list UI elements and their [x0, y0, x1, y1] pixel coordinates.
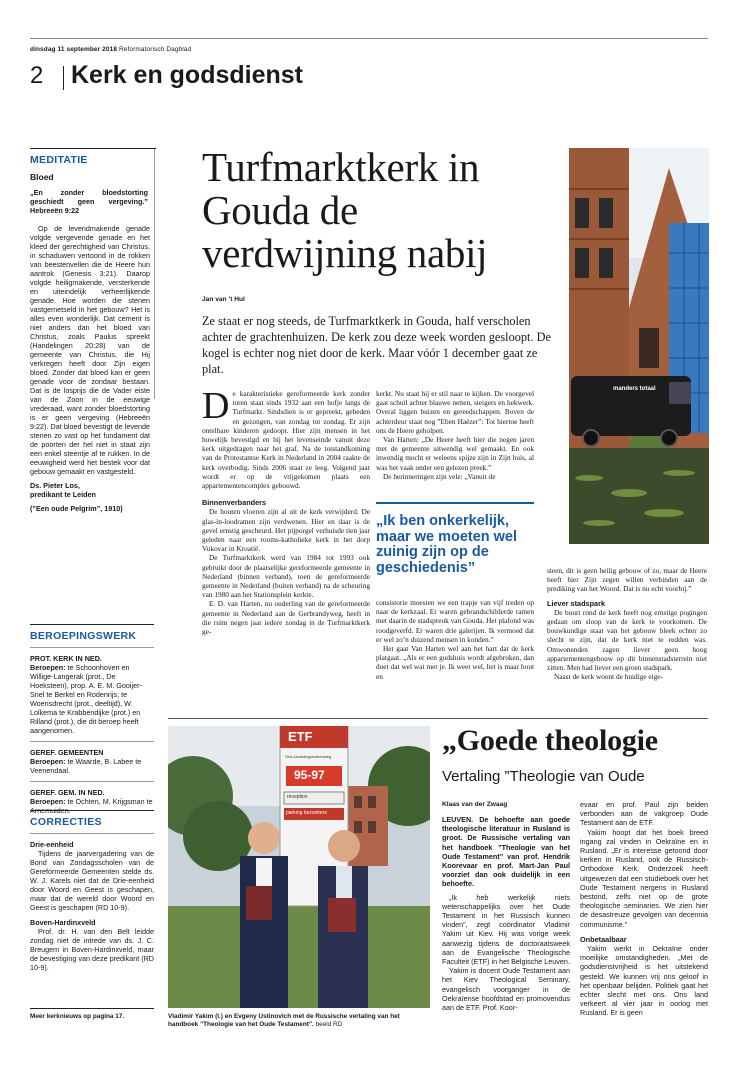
beroep-detail: te Waarde, B. Labee te Veenendaal.	[30, 757, 142, 775]
divider	[30, 833, 154, 834]
church-photo	[569, 148, 709, 544]
etf-logo: ETF	[288, 729, 313, 744]
paragraph: Yakim hoopt dat het boek breed ingang zal vinden in Oekraïne en in Rusland. „Er is interesse getoond door kerken in Rusland, ook de Russisch-Orthodoxe Kerk. Onderzoek heeft uitgewezen dat een studieboek over het Oude Testament nergens in Rusland bestond, zelfs niet op de grote theologische seminaries. We zien hier de desastreuze gevolgen van decennia communisme.”	[580, 827, 708, 929]
paragraph: „Ik heb werkelijk niets wetenschappelijks over het Oude Testament in het Russisch kunnen vinden”, zegt coördinator Vladimir Yakim uit Kiev. Hij was vorige week aanwezig tijdens de doctoraatsweek aan de Evangelische Theologische Faculteit (ETF) in het Belgische Leuven.	[442, 892, 570, 967]
beroep-church: PROT. KERK IN NED.	[30, 654, 102, 663]
paragraph: evaar en prof. Paul zijn beiden verbonden aan de vakgroep Oude Testament aan de ETF.	[580, 800, 708, 828]
correcties-heading: CORRECTIES	[30, 816, 102, 828]
meditatie-quote	[30, 188, 148, 215]
intro-paragraph: LEUVEN. De behoefte aan goede theologische literatuur in Rusland is groot. De Russische vertaling van het handboek ”Theologie van het Oude Testament” van prof. Hendrik Koorevaar en prof. Mart-Jan Paul voorziet dan ook duidelijk in een behoefte.	[442, 815, 570, 889]
paragraph: steen, dit is geen heilig gebouw of zo, maar de Heere heeft hier Zijn zegen willen verbinden aan de prediking van het Woord. Dat is nu echt voorbij.”	[547, 566, 707, 594]
author-place: predikant te Leiden	[30, 490, 96, 499]
van-logo-text: manders totaal	[613, 386, 656, 392]
paragraph: consistorie moesten we een trapje van vijf treden op naar de kerkzaal. Er waren gebrandschilderde ramen met daarin de stadspreuk van Gouda. Het plafond was roodgeverfd. Er waren drie galerijen. Ik vermoed dat er wel zo’n duizend mensen in konden.”	[376, 598, 534, 644]
beroep-block	[30, 748, 154, 782]
article1-col1	[202, 385, 370, 637]
caption-text: Vladimir Yakim (l.) en Evgeny Ustinovich met de Russische vertaling van het handboek ”Theologie van het Oude Testament”.	[168, 1013, 400, 1029]
paragraph: Het gaat Van Harten wel aan het hart dat de kerk platgaat. „Als er een godshuis wordt afgebroken, dan doet dat wel wat met je. Ik weet wel, het is maar hout en	[376, 644, 534, 681]
article-separator	[168, 718, 708, 719]
beroepingswerk-heading: BEROEPINGSWERK	[30, 630, 137, 642]
article2-headline: „Goede theologie	[442, 724, 658, 757]
correcties-list	[30, 840, 154, 972]
beroepingswerk	[30, 624, 154, 815]
etf-caption	[168, 1013, 430, 1030]
sign-reception: reception	[287, 794, 308, 800]
beroepingswerk-list	[30, 654, 154, 815]
beroep-church: GEREF. GEMEENTEN	[30, 748, 104, 757]
subheading: Onbetaalbaar	[580, 934, 627, 944]
article1-lead: Ze staat er nog steeds, de Turfmarktkerk in Gouda, half verscholen achter de grachtenhuizen. De kerk zou deze week worden gesloopt. De kogel is echter nog niet door de kerk. Maar vóór 1 december gaat ze plat.	[202, 314, 551, 376]
article1-col2	[376, 389, 534, 481]
correctie-text: Prof. dr. H. van den Belt leidde zondag niet de intrede van ds. J. C. Breugem in Boven-Hardinxveld, maar de bevestiging van deze predikant (RD 10-9).	[30, 927, 154, 972]
correctie-title: Boven-Hardinxveld	[30, 918, 96, 927]
beroep-label: Beroepen:	[30, 663, 66, 672]
divider	[30, 741, 154, 742]
beroep-detail: te Ochten, M. Krijgsman te Arnemuiden.	[30, 797, 153, 815]
sidebar-footer-rule	[30, 1008, 154, 1009]
caption-credit: beeld RD	[315, 1021, 343, 1029]
paragraph: e karakteristieke gereformeerde kerk zonder toren staat sinds 1932 aan een hofje langs de Turfmarkt. Sindsdien is er gepreekt, gebeden en gezongen, van zondag tot zondag. Er zijn ontelbare kinderen gedoopt. Hier zijn mensen in het huwelijk bevestigd en bij het levenseinde vanuit deze kerk uitgedragen naar het graf. Na de totstandkoming van de Protestantse Kerk in Nederland in 2004 raakte de kerk overbodig. Sinds 2006 staat ze leeg. Volgend jaar wordt er op de vrijgekomen plaats een appartementencomplex gebouwd.	[202, 389, 370, 491]
paragraph: kerkt. Nu staat hij er stil naar te kijken. De voorgevel gaat schuil achter blauwe netten, steigers en hekwerk. Overal liggen buizen en gereedschappen. Boven de achterdeur staat nog ”Eben Haëzer”: Tot hiertoe heeft ons de Heere geholpen.	[376, 389, 534, 435]
pullquote: „Ik ben onkerkelijk, maar we moeten wel zuinig zijn op de geschiedenis”	[376, 513, 518, 576]
paper-name: Reformatorisch Dagblad	[118, 46, 192, 53]
beroep-church: GEREF. GEM. IN NED.	[30, 788, 105, 797]
beroep-block	[30, 654, 154, 742]
article1-byline: Jan van ’t Hul	[202, 296, 245, 303]
etf-photo	[168, 726, 430, 1008]
beroep-label: Beroepen:	[30, 757, 66, 766]
article1-col3	[547, 566, 707, 681]
article2-subheadline: Vertaling ”Theologie van Oude	[442, 768, 645, 785]
paragraph: De buurt rond de kerk heeft nog ernstige pogingen gedaan om sloop van de kerk te voorkomen. De bouwkundige staat van het gebouw bleek echter zo slecht te zijn, dat de kerk niet te redden was. Omwonenden zagen liever geen hoog appartementengebouw op dit binnenstadsterrein niet zitten. Men had liever een groen stadspark.	[547, 607, 707, 673]
sign-street: Sint-Jansbergsesteenweg	[285, 754, 332, 759]
subheading: Liever stadspark	[547, 598, 606, 608]
meditatie-title: Bloed	[30, 172, 54, 182]
top-rule	[30, 38, 708, 39]
divider	[30, 647, 154, 648]
subheading: Binnenverbanders	[202, 498, 267, 508]
paragraph: De herinneringen zijn vele: „Vanuit de	[383, 471, 496, 481]
sidebar-border	[154, 149, 155, 399]
meditatie-source: (”Een oude Pelgrim”, 1910)	[30, 504, 123, 513]
meditatie-body: Op de levendmakende genade volgde vergevende genade en het kleed der gerechtigheid van Christus, in schaduwen vertoond in de rokken van beestenvellen die de Heere hun aantrok (Genesis 3:21). Daarop volgde heiligmakende, versterkende en uiteindelijk verheerlijkende genade. Hoe worden die stenen vastgemetseld in het gebouw? Het is alles even wonderlijk. Dat cement is niet anders dan het bloed van Christus, zoals Paulus spreekt (Handelingen 20:28) van de gemeente van Christus, die Hij verkregen heeft door Zijn eigen bloed. Zonder dat bloed kan er geen genade voor de zondaar bestaan. Dat is de losprijs die de Vader eiste van de Zoon in de eeuwige vrederaad, want zonder bloedstorting is er geen vergeving (Hebreeën 9:22). Dat bloed bevestigt de levende stenen zo vast op het fundament dat de poorten der hel niet in staat zijn een enkel steentje af te rukken. In de eeuwigheid werd het bestek voor dat gebouw gemaakt en vastgesteld.	[30, 224, 150, 476]
paragraph: De Turfmarktkerk werd van 1984 tot 1993 ook gebruikt door de plaatselijke gereformeerde gemeente in Nederland (binnen verband), toen de gereformeerde gemeente in Nederland (buiten verband) na de scheuring van 1980 aan het Stationsplein kerkte.	[202, 553, 370, 600]
quote-ref: Hebreeën 9:22	[30, 206, 80, 215]
article2-byline: Klaas van der Zwaag	[442, 801, 508, 808]
paragraph: De houten vloeren zijn al uit de kerk verwijderd. De glas-in-loodramen zijn verdwenen. Hier en daar is de gevel ernstig gescheurd. Het pijporgel verhuisde tien jaar geleden naar een rooms-katholieke kerk in het dorp Vukovar in Kroatië.	[202, 507, 370, 554]
paragraph: Van Harten: „De Heere heeft hier die negen jaren met de gemeente uitwendig wel gemaakt. En ook inwendig mocht er weleens spijze zijn in Zijn huis, al was het vaak onder een gelezen preek.”	[376, 435, 534, 472]
beroep-label: Beroepen:	[30, 797, 66, 806]
date: dinsdag 11 september 2018	[30, 46, 118, 53]
quote-text: „En zonder bloedstorting geschiedt geen vergeving.”	[30, 188, 148, 206]
article2-col2	[580, 800, 708, 1018]
dropcap: D	[202, 385, 230, 427]
beroep-detail: te Schoonhoven en Willige-Langerak (prot., De Hoeksteen), prop. A. E. M. Gooijer-Snel te Berkel en Rodenrijs; te Woensdrecht (prot., deeltijd), W. Lolkema te Krabbendijke (prot.) en Rilland (prot.), die dit beroep heeft aangenomen.	[30, 663, 142, 735]
paragraph: Yakim is docent Oude Testament aan het Kiev Theological Seminary, evangelisch voorganger in de Oekraïense hoofdstad en promovendus aan de ETF. Prof. Koor-	[442, 966, 570, 1013]
meditatie-author	[30, 481, 156, 499]
sign-parking: parking bezoekers	[286, 810, 327, 816]
meditatie-heading: MEDITATIE	[30, 154, 88, 166]
dateline	[30, 46, 191, 53]
beroep-text	[30, 663, 154, 735]
sign-number: 95-97	[294, 768, 325, 782]
correctie-item	[30, 840, 154, 912]
article2-col1	[442, 815, 570, 1012]
correctie-text: Tijdens de jaarvergadering van de Bond van Zondagsscholen van de Gereformeerde Gemeenten stelde ds. W. J. Karels niet dat de Drie-eenheid door Woord en Geest is geschapen, maar dat de wereld door Woord en Geest is geschapen (RD 10-9).	[30, 849, 154, 912]
article1-headline: Turfmarktkerk in Gouda de verdwijning nabij	[202, 144, 488, 276]
header-divider	[63, 66, 64, 90]
page-number: 2	[30, 62, 44, 89]
divider	[30, 781, 154, 782]
paragraph: Yakim werkt in Oekraïne onder moeilijke omstandigheden. „Met de godsdienstvrijheid is het uitstekend gesteld. We kunnen vrij ons geloof in het openbaar belijden. Politiek gaat het echter slecht met ons. Ons land verkeert al vier jaar in oorlog met Rusland. Er is geen	[580, 944, 708, 1018]
church-photo-svg	[569, 148, 709, 544]
sidebar-footer: Meer kerknieuws op pagina 17.	[30, 1013, 125, 1020]
author-name: Ds. Pieter Los,	[30, 481, 80, 490]
paragraph: E. D. van Harten, nu ouderling van de gereformeerde gemeente in Nederland aan de Gerbrandyweg, heeft in die ruim negen jaar iedere zondag in de Turfmarktkerk ge-	[202, 599, 370, 637]
section-title: Kerk en godsdienst	[71, 61, 303, 89]
beroep-text	[30, 757, 154, 775]
correctie-item	[30, 918, 154, 972]
article1-col2b	[376, 598, 534, 681]
paragraph: Naast de kerk woont de huidige eige-	[554, 672, 664, 682]
pullquote-box	[376, 502, 534, 576]
correctie-title: Drie-eenheid	[30, 840, 74, 849]
correcties	[30, 810, 154, 972]
